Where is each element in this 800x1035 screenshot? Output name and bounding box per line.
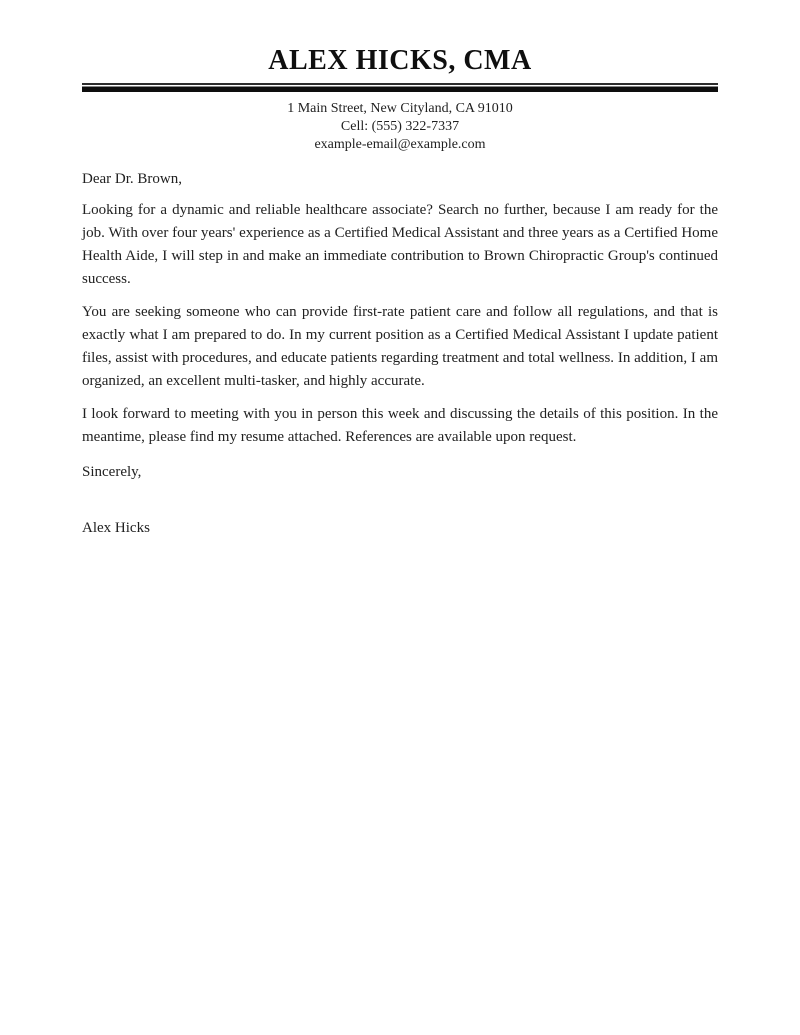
contact-block <box>82 100 718 154</box>
signature-name: Alex Hicks <box>82 520 150 536</box>
contact-phone-line: Cell: (555) 322-7337 <box>340 119 460 134</box>
letterhead <box>82 46 718 154</box>
contact-address-line: 1 Main Street, New Cityland, CA 91010 <box>287 101 513 116</box>
body-paragraph-2: You are seeking someone who can provide first-rate patient care and follow all regulations, and that is exactly what I am prepared to do. In my current position as a Certified Medical Assistant I update patient files, assist with procedures, and educate patients regarding treatment and total wellness. In addition, I am organized, an excellent multi-tasker, and highly accurate. <box>82 304 718 389</box>
letterhead-name: ALEX HICKS, CMA <box>268 45 532 76</box>
contact-email-line: example-email@example.com <box>314 137 486 152</box>
body-paragraph-1: Looking for a dynamic and reliable healthcare associate? Search no further, because I am ready for the job. With over four years' experience as a Certified Medical Assistant and three years as a Certified Home Health Aide, I will step in and make an immediate contribution to Brown Chiropractic Group's continued success. <box>82 202 718 287</box>
letter-body <box>82 168 718 540</box>
letterhead-divider-rule <box>82 83 718 92</box>
closing: Sincerely, <box>82 464 142 480</box>
salutation: Dear Dr. Brown, <box>82 171 182 187</box>
body-paragraph-3: I look forward to meeting with you in person this week and discussing the details of this position. In the meantime, please find my resume attached. References are available upon request. <box>82 406 718 445</box>
